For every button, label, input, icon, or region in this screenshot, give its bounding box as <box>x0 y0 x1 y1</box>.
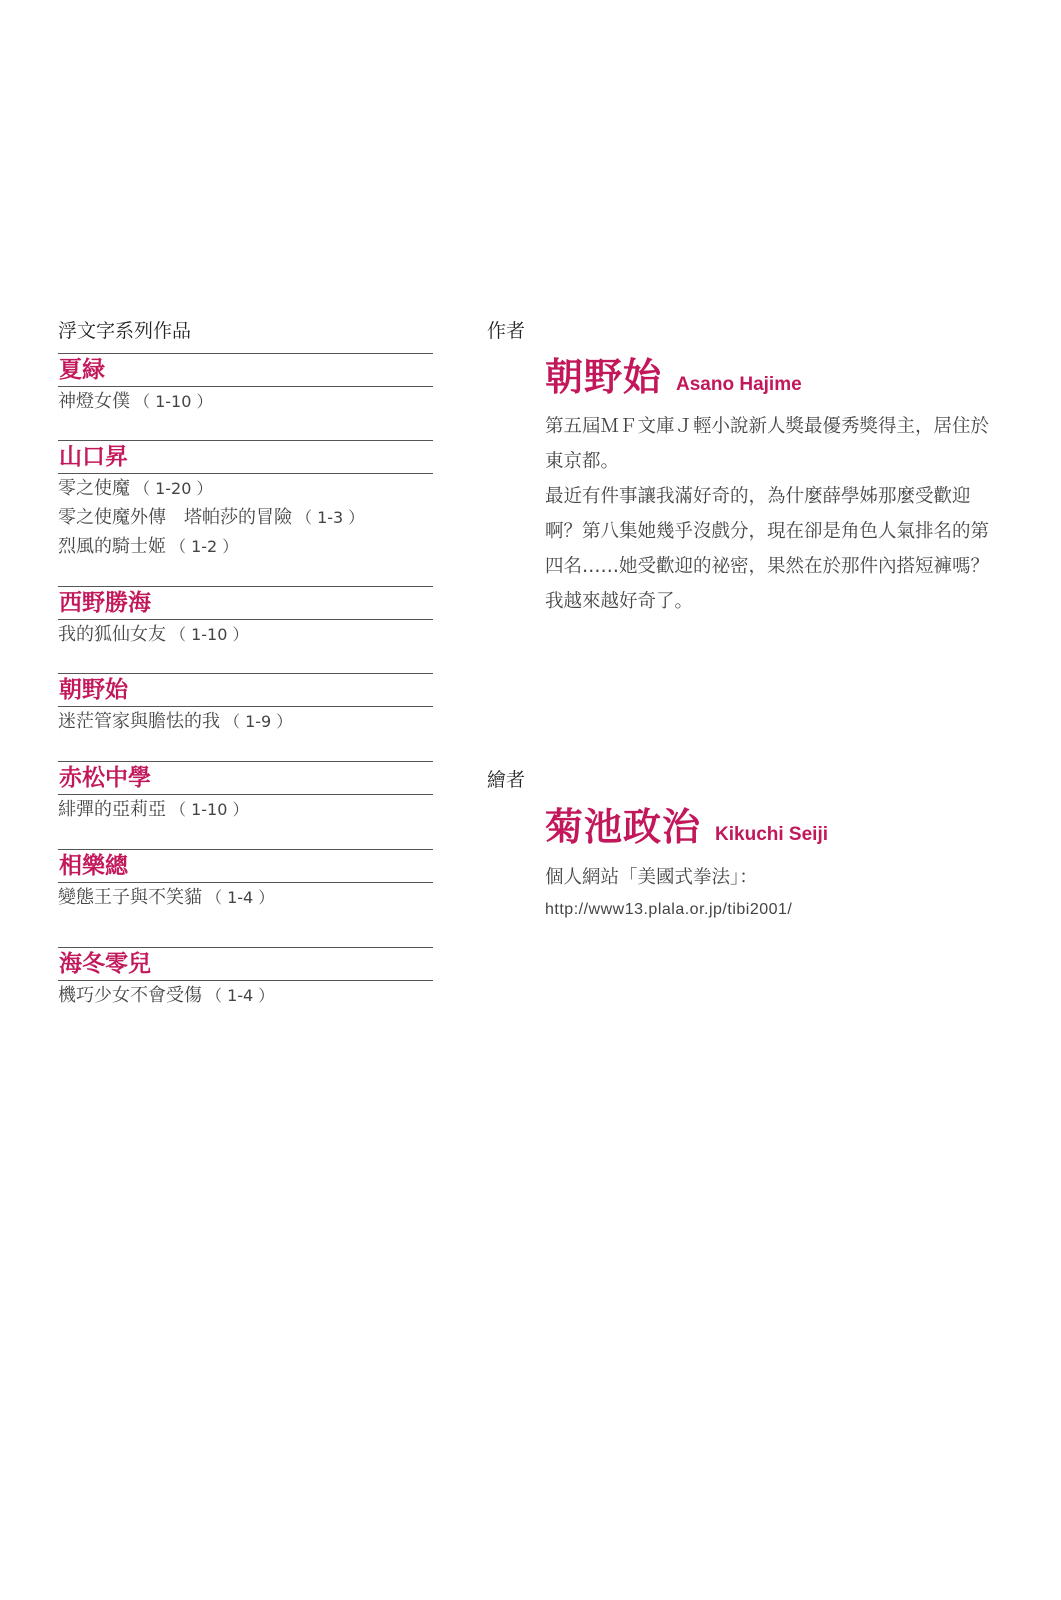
work-range: （ 1-9 ） <box>224 712 293 731</box>
series-author-name: 赤松中學 <box>59 765 151 791</box>
work-range: （ 1-20 ） <box>134 479 213 498</box>
works-list <box>58 795 433 824</box>
bio-paragraph: 第五屆ＭＦ文庫Ｊ輕小說新人獎最優秀獎得主，居住於東京都。 <box>545 416 990 472</box>
work-range: （ 1-10 ） <box>170 625 249 644</box>
illustrator-label: 繪者 <box>487 769 526 791</box>
works-list <box>58 883 433 912</box>
works-list <box>58 981 433 1010</box>
works-list <box>58 474 433 561</box>
series-author-name: 相樂總 <box>59 853 128 879</box>
work-title: 神燈女僕 <box>58 391 130 412</box>
series-author-name: 海冬零兒 <box>59 951 151 977</box>
work-range: （ 1-3 ） <box>296 508 365 527</box>
illustrator-site-label: 個人網站「美國式拳法」： <box>545 867 758 888</box>
series-author-block <box>58 353 433 416</box>
work-title: 迷茫管家與膽怯的我 <box>58 711 220 732</box>
work-range: （ 1-2 ） <box>170 537 239 556</box>
illustrator-name-en: Kikuchi Seiji <box>715 824 828 845</box>
works-list <box>58 620 433 649</box>
work-title: 零之使魔 <box>58 478 130 499</box>
work-range: （ 1-4 ） <box>206 888 275 907</box>
work-item <box>58 707 433 736</box>
bio-paragraph: 最近有件事讓我滿好奇的，為什麼薛學姊那麼受歡迎啊？第八集她幾乎沒戲分，現在卻是角色人氣排名的第四名……她受歡迎的祕密，果然在於那件內搭短褲嗎？我越來越好奇了。 <box>545 486 990 612</box>
series-author-name: 西野勝海 <box>59 590 151 616</box>
illustrator-name-jp: 菊池政治 <box>545 805 702 849</box>
work-item <box>58 981 433 1010</box>
series-heading: 浮文字系列作品 <box>58 320 192 342</box>
author-bio <box>545 409 990 619</box>
work-item <box>58 620 433 649</box>
author-label: 作者 <box>487 320 526 342</box>
work-item <box>58 532 433 561</box>
work-item <box>58 503 433 532</box>
work-title: 零之使魔外傳 塔帕莎的冒險 <box>58 507 292 528</box>
illustrator-url: http://www13.plala.or.jp/tibi2001/ <box>545 901 793 918</box>
series-author-block <box>58 586 433 649</box>
work-title: 緋彈的亞莉亞 <box>58 799 166 820</box>
author-name-jp: 朝野始 <box>545 355 663 399</box>
work-title: 烈風的騎士姬 <box>58 536 166 557</box>
series-author-block <box>58 673 433 736</box>
work-title: 機巧少女不會受傷 <box>58 985 202 1006</box>
work-range: （ 1-4 ） <box>206 986 275 1005</box>
works-list <box>58 387 433 416</box>
work-range: （ 1-10 ） <box>170 800 249 819</box>
work-title: 變態王子與不笑貓 <box>58 887 202 908</box>
work-item <box>58 474 433 503</box>
series-author-name: 夏緑 <box>59 357 105 383</box>
series-author-block <box>58 849 433 912</box>
work-item <box>58 795 433 824</box>
work-title: 我的狐仙女友 <box>58 624 166 645</box>
work-range: （ 1-10 ） <box>134 392 213 411</box>
work-item <box>58 387 433 416</box>
author-name-en: Asano Hajime <box>676 374 802 395</box>
series-author-block <box>58 761 433 824</box>
series-author-name: 山口昇 <box>59 444 128 470</box>
work-item <box>58 883 433 912</box>
series-author-block <box>58 440 433 561</box>
series-author-block <box>58 947 433 1010</box>
illustrator-name <box>545 796 828 851</box>
author-name <box>545 346 802 401</box>
works-list <box>58 707 433 736</box>
series-author-name: 朝野始 <box>59 677 128 703</box>
